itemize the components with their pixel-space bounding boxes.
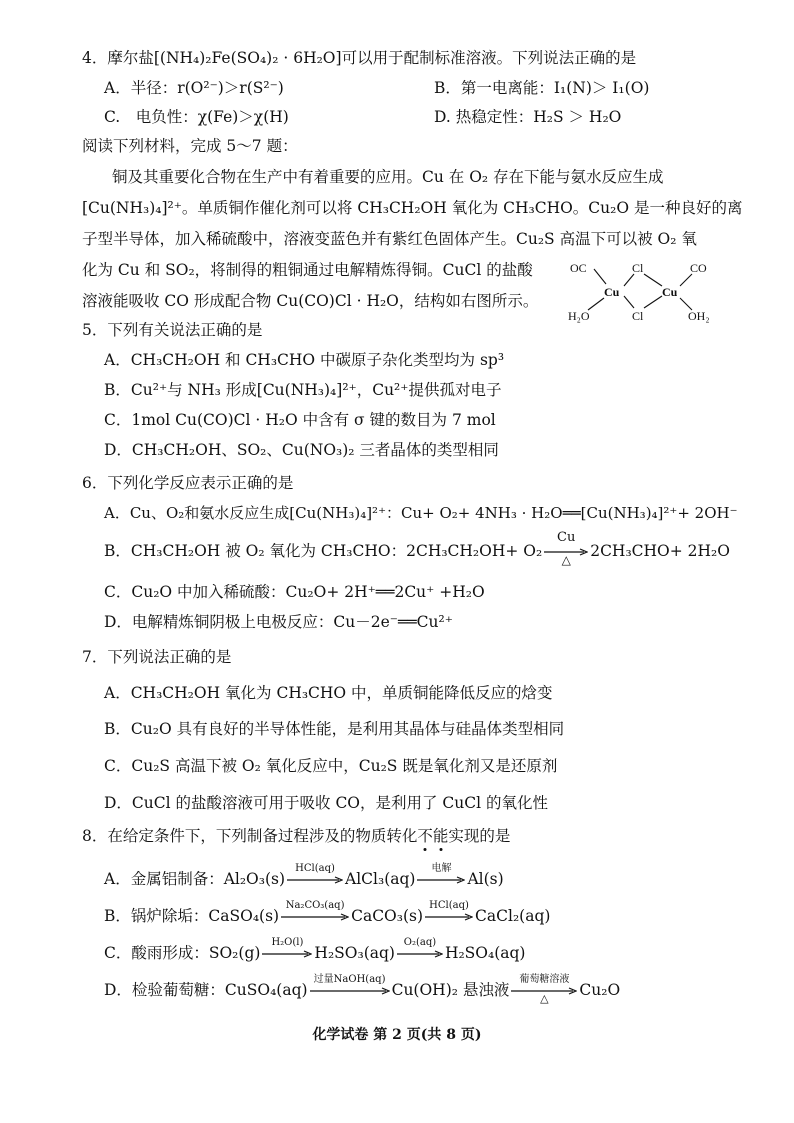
- q4-stem: 4．摩尔盐[(NH₄)₂Fe(SO₄)₂ · 6H₂O]可以用于配制标准溶液。下列说法正确的是: [82, 49, 637, 67]
- struct-cu-left-label: Cu: [604, 285, 620, 299]
- q8-b-intermediate: CaCO₃(s): [351, 907, 424, 925]
- q6-heat-label: △: [561, 553, 571, 567]
- q8-a-arrow-2: [417, 863, 465, 884]
- right-arrow-icon: [417, 876, 465, 884]
- q8-d-arrow-2: [511, 974, 577, 1005]
- q8-d-reagent-2: 葡萄糖溶液: [519, 974, 570, 985]
- q8-b-start: B．锅炉除垢：CaSO₄(s): [104, 907, 280, 925]
- struct-co-label: CO: [690, 261, 707, 275]
- struct-oh2-label: OH₂: [688, 309, 710, 323]
- q8-c-reagent-1: H₂O(l): [271, 937, 304, 948]
- q8-d-product: Cu₂O: [579, 981, 621, 999]
- right-arrow-icon: [287, 876, 343, 884]
- q4-option-a: A．半径：r(O²⁻)＞r(S²⁻): [104, 79, 284, 97]
- q8-a-start: A．金属铝制备：Al₂O₃(s): [104, 870, 286, 888]
- q8-c-product: H₂SO₄(aq): [444, 944, 526, 962]
- q5-option-d: D．CH₃CH₂OH、SO₂、Cu(NO₃)₂ 三者晶体的类型相同: [104, 441, 499, 459]
- q8-stem-text: 8．在给定条件下，下列制备过程涉及的物质转化: [82, 827, 418, 845]
- struct-cl-top-label: Cl: [632, 261, 644, 275]
- q8-a-reagent-1: HCl(aq): [295, 863, 335, 874]
- q8-b-reagent-2: HCl(aq): [429, 900, 469, 911]
- reading-line-4: 化为 Cu 和 SO₂，将制得的粗铜通过电解精炼得铜。CuCl 的盐酸: [82, 261, 533, 279]
- q8-option-d: [104, 974, 621, 1005]
- q8-option-b: [104, 900, 551, 926]
- q6-stem: 6．下列化学反应表示正确的是: [82, 474, 294, 492]
- q8-b-product: CaCl₂(aq): [475, 907, 551, 925]
- q4-option-d: D. 热稳定性：H₂S ＞ H₂O: [434, 108, 622, 126]
- q8-option-a: [104, 863, 504, 889]
- right-arrow-icon: [397, 950, 443, 958]
- struct-cu-right-label: Cu: [662, 285, 678, 299]
- q8-d-heat-label: △: [540, 992, 549, 1005]
- reading-intro: 阅读下列材料，完成 5～7 题：: [82, 137, 298, 155]
- q8-a-reagent-2: 电解: [431, 863, 452, 874]
- q7-option-d: D．CuCl 的盐酸溶液可用于吸收 CO，是利用了 CuCl 的氧化性: [104, 794, 549, 812]
- right-arrow-icon: [281, 913, 349, 921]
- struct-bond-h2o: [588, 298, 604, 310]
- q8-d-start: D．检验葡萄糖：CuSO₄(aq): [104, 981, 308, 999]
- struct-bond-oc: [594, 269, 606, 284]
- reading-line-1: 铜及其重要化合物在生产中有着重要的应用。Cu 在 O₂ 存在下能与氨水反应生成: [112, 168, 664, 186]
- q6-option-b-left: B．CH₃CH₂OH 被 O₂ 氧化为 CH₃CHO：2CH₃CH₂OH+ O₂: [104, 542, 543, 560]
- right-arrow-icon: [262, 950, 312, 958]
- struct-bond-cu1-cl1: [624, 274, 634, 286]
- q8-option-c: [104, 937, 526, 963]
- q6-option-a: A．Cu、O₂和氨水反应生成[Cu(NH₃)₄]²⁺：Cu+ O₂+ 4NH₃ · H₂O══[Cu(NH₃)₄]²⁺+ 2OH⁻: [104, 504, 738, 522]
- q5-option-a: A．CH₃CH₂OH 和 CH₃CHO 中碳原子杂化类型均为 sp³: [104, 351, 505, 369]
- struct-oc-label: OC: [570, 261, 587, 275]
- q8-b-reagent-1: Na₂CO₃(aq): [285, 900, 345, 911]
- q6-option-d: D．电解精炼铜阴极上电极反应：Cu－2e⁻══Cu²⁺: [104, 613, 453, 631]
- q8-c-intermediate: H₂SO₃(aq): [314, 944, 395, 962]
- q8-stem-tail: 实现的是: [448, 827, 511, 845]
- q8-a-intermediate: AlCl₃(aq): [345, 870, 416, 888]
- right-arrow-icon: [310, 987, 390, 995]
- q7-option-b: B．Cu₂O 具有良好的半导体性能，是利用其晶体与硅晶体类型相同: [104, 720, 565, 738]
- q8-stem-emphasis-2: 能: [432, 827, 449, 845]
- struct-bond-cu1-cl2: [624, 296, 634, 308]
- cu-complex-structure-diagram: [566, 256, 726, 328]
- q8-c-arrow-2: [397, 937, 443, 958]
- q8-c-arrow-1: [262, 937, 312, 958]
- q8-d-arrow-1: [310, 974, 390, 995]
- q8-a-arrow-1: [287, 863, 343, 884]
- q4-option-b: B．第一电离能：I₁(N)＞ I₁(O): [434, 79, 650, 97]
- reading-line-5: 溶液能吸收 CO 形成配合物 Cu(CO)Cl · H₂O，结构如右图所示。: [82, 292, 539, 310]
- q8-stem-emphasis-1: 不: [417, 827, 433, 845]
- q7-option-c: C．Cu₂S 高温下被 O₂ 氧化反应中，Cu₂S 既是氧化剂又是还原剂: [104, 757, 558, 775]
- q8-c-start: C．酸雨形成：SO₂(g): [104, 944, 261, 962]
- q6-option-c: C．Cu₂O 中加入稀硫酸：Cu₂O+ 2H⁺══2Cu⁺ +H₂O: [104, 583, 485, 601]
- right-arrow-icon: [425, 913, 473, 921]
- reading-line-3: 子型半导体，加入稀硫酸中，溶液变蓝色并有紫红色固体产生。Cu₂S 高温下可以被 O₂ 氧: [82, 230, 697, 248]
- q5-option-b: B．Cu²⁺与 NH₃ 形成[Cu(NH₃)₄]²⁺，Cu²⁺提供孤对电子: [104, 381, 502, 399]
- q8-b-arrow-2: [425, 900, 473, 921]
- struct-h2o-label: H₂O: [568, 309, 590, 323]
- q8-c-reagent-2: O₂(aq): [403, 937, 437, 948]
- struct-bond-cl1-cu2: [644, 274, 662, 286]
- q8-d-reagent-1: 过量NaOH(aq): [313, 974, 386, 985]
- struct-cl-bottom-label: Cl: [632, 309, 644, 323]
- q4-option-c: C. 电负性：χ(Fe)＞χ(H): [104, 108, 289, 126]
- struct-bond-co: [680, 274, 692, 286]
- q5-stem: 5．下列有关说法正确的是: [82, 321, 263, 339]
- reading-line-2: [Cu(NH₃)₄]²⁺。单质铜作催化剂可以将 CH₃CH₂OH 氧化为 CH₃CHO。Cu₂O 是一种良好的离: [82, 199, 743, 217]
- q6-option-b-arrow: [544, 530, 588, 567]
- q8-b-arrow-1: [281, 900, 349, 921]
- q8-stem: [82, 826, 510, 846]
- struct-bond-oh2: [680, 298, 692, 310]
- q6-option-b-right: 2CH₃CHO+ 2H₂O: [590, 542, 730, 560]
- struct-bond-cl2-cu2: [644, 296, 662, 308]
- q6-catalyst-label: Cu: [557, 530, 576, 545]
- q5-option-c: C．1mol Cu(CO)Cl · H₂O 中含有 σ 键的数目为 7 mol: [104, 411, 496, 429]
- q8-d-intermediate: Cu(OH)₂ 悬浊液: [391, 981, 510, 999]
- q7-stem: 7．下列说法正确的是: [82, 648, 232, 666]
- q6-option-b: [104, 530, 730, 567]
- q7-option-a: A．CH₃CH₂OH 氧化为 CH₃CHO 中，单质铜能降低反应的焓变: [104, 684, 553, 702]
- page-footer: 化学试卷 第 2 页(共 8 页): [312, 1027, 482, 1043]
- q8-a-product: Al(s): [467, 870, 504, 888]
